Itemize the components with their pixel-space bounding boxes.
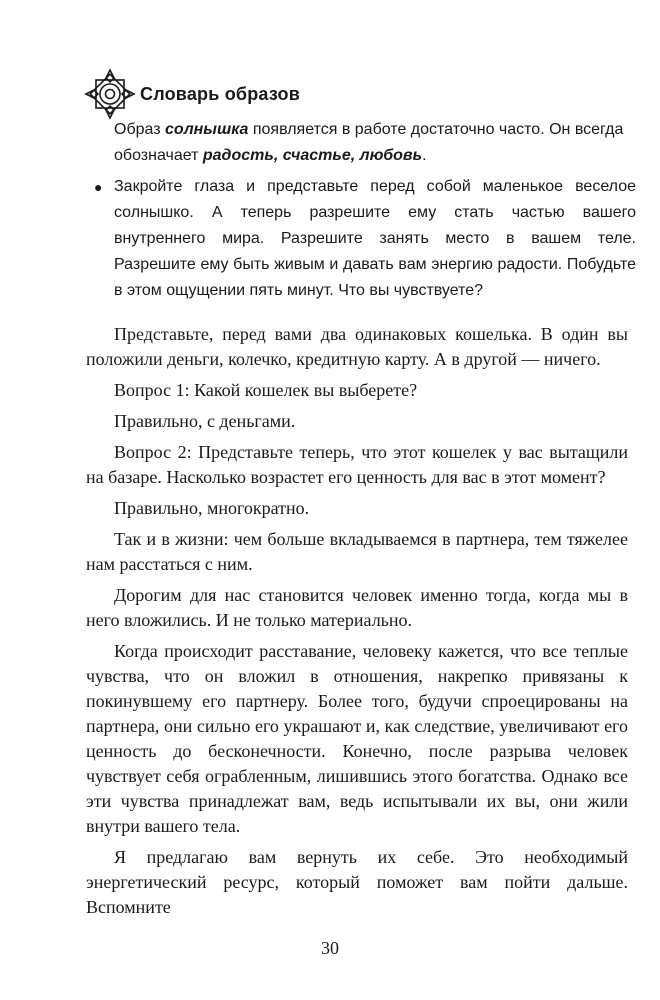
sidebox-title: Словарь образов — [140, 83, 300, 104]
paragraph: Так и в жизни: чем больше вкладываемся в партнера, тем тяжелее нам расстаться с ним. — [86, 529, 628, 574]
sidebox-header — [84, 68, 300, 120]
paragraph: Когда происходит расставание, человеку кажется, что все теплые чувства, что он вложил в отношения, накрепко привязаны к покинувшему его партнеру. Более того, будучи спроецированы на партнера, они сильно его украшают и, как следствие, увеличивают его ценность до бесконечности. Конечно, после разрыва человек чувствует себя ограбленным, лишившись этого богатства. Однако все эти чувства принадлежат вам, ведь испытывали их вы, они жили внутри вашего тела. — [86, 641, 628, 836]
paragraph: Правильно, с деньгами. — [114, 411, 296, 431]
paragraph: Вопрос 1: Какой кошелек вы выберете? — [114, 380, 418, 400]
sidebox-exercise — [94, 174, 636, 304]
paragraph: Я предлагаю вам вернуть их себе. Это необходимый энергетический ресурс, который поможет вам пойти дальше. Вспомните — [86, 847, 628, 917]
paragraph: Вопрос 2: Представьте теперь, что этот кошелек у вас вытащили на базаре. Насколько возрастет его ценность для вас в этот момент? — [86, 442, 628, 487]
keyword-sun: солнышка — [165, 121, 249, 138]
keyword-meanings: радость, счастье, любовь — [202, 147, 423, 164]
exercise-text: Закройте глаза и представьте перед собой маленькое веселое солнышко. А теперь разрешите ему стать частью вашего внутреннего мира. Разрешите занять место в вашем теле. Разрешите ему быть живым и давать вам энергию радости. Побудьте в этом ощущении пять минут. Что вы чувствуете? — [114, 178, 636, 299]
mandala-icon — [84, 68, 136, 120]
paragraph: Правильно, многократно. — [114, 498, 310, 518]
main-text — [86, 322, 628, 926]
page-number: 30 — [321, 938, 339, 958]
bullet-icon: ● — [94, 179, 103, 195]
paragraph: Дорогим для нас становится человек именно тогда, когда мы в него вложились. И не только материально. — [86, 585, 628, 630]
sidebox-intro: Образ солнышка появляется в работе достаточно часто. Он всегда обозначает радость, счастье, любовь. — [114, 121, 624, 164]
paragraph: Представьте, перед вами два одинаковых кошелька. В один вы положили деньги, колечко, кредитную карту. А в другой — ничего. — [86, 324, 628, 369]
